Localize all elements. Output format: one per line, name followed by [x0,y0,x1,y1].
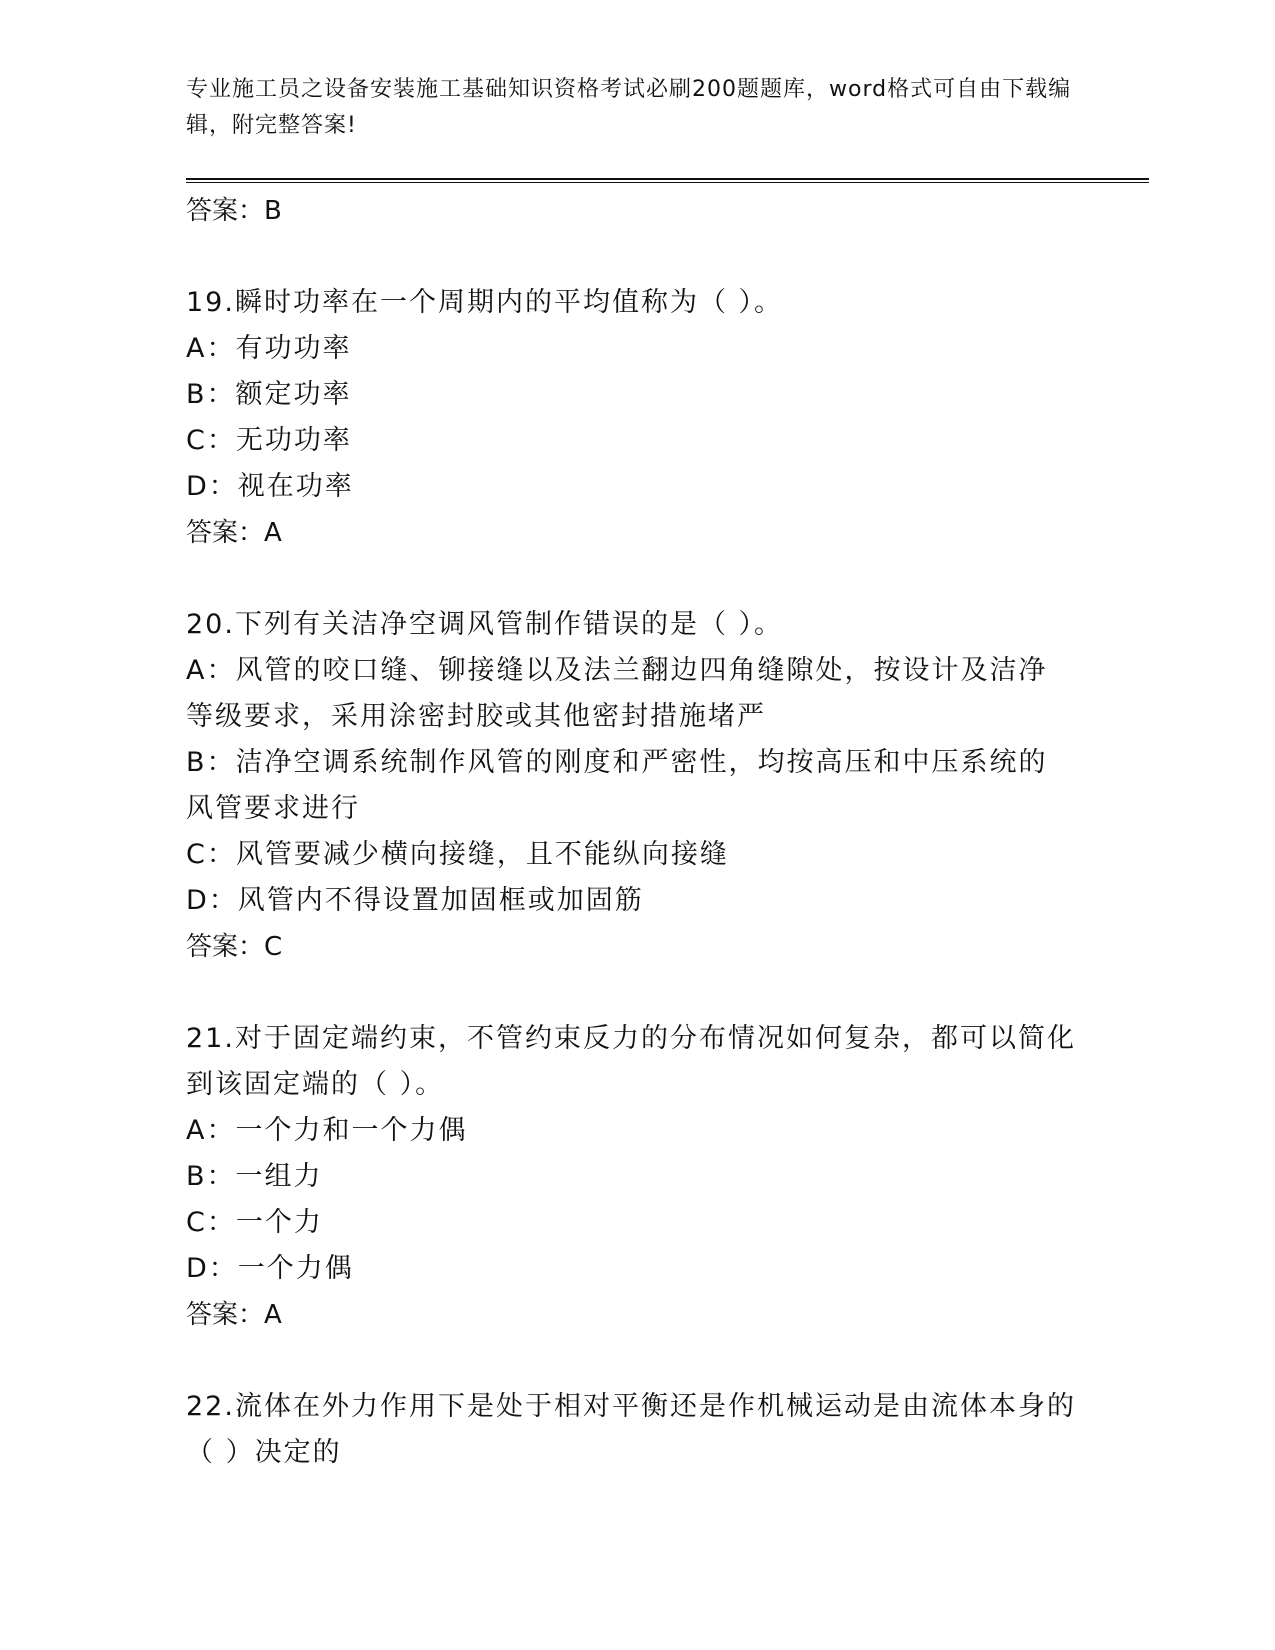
option-d: D：视在功率 [186,471,354,502]
question-22 [186,1384,1076,1476]
option-a: A：风管的咬口缝、铆接缝以及法兰翻边四角缝隙处，按设计及洁净等级要求，采用涂密封胶或其他密封措施堵严 [186,655,1048,732]
answer-line: 答案：C [186,932,283,962]
option-c: C：风管要减少横向接缝，且不能纵向接缝 [186,839,729,870]
answer-line: 答案：A [186,1300,282,1330]
question-stem: 22.流体在外力作用下是处于相对平衡还是作机械运动是由流体本身的（ ）决定的 [186,1391,1076,1468]
option-a: A：有功功率 [186,333,352,364]
question-list [186,188,1076,1476]
option-b: B：一组力 [186,1161,323,1192]
option-d: D：风管内不得设置加固框或加固筋 [186,885,644,916]
header-divider-thick [186,178,1149,180]
header-divider-thin [186,182,1149,183]
option-b: B：额定功率 [186,379,352,410]
question-21 [186,1016,1076,1338]
question-19 [186,280,1076,556]
answer-line: 答案：A [186,518,282,548]
option-d: D：一个力偶 [186,1253,354,1284]
option-a: A：一个力和一个力偶 [186,1115,468,1146]
document-header: 专业施工员之设备安装施工基础知识资格考试必刷200题题库，word格式可自由下载编辑，附完整答案! [186,77,1072,138]
question-20 [186,602,1076,970]
option-c: C：一个力 [186,1207,323,1238]
answer-line: 答案：B [186,196,282,226]
question-stem: 20.下列有关洁净空调风管制作错误的是（ ）。 [186,609,784,640]
question-stem: 19.瞬时功率在一个周期内的平均值称为（ ）。 [186,287,784,318]
option-c: C：无功功率 [186,425,352,456]
option-b: B：洁净空调系统制作风管的刚度和严密性，均按高压和中压系统的风管要求进行 [186,747,1048,824]
question-stem: 21.对于固定端约束，不管约束反力的分布情况如何复杂，都可以简化到该固定端的（ ）。 [186,1023,1076,1100]
